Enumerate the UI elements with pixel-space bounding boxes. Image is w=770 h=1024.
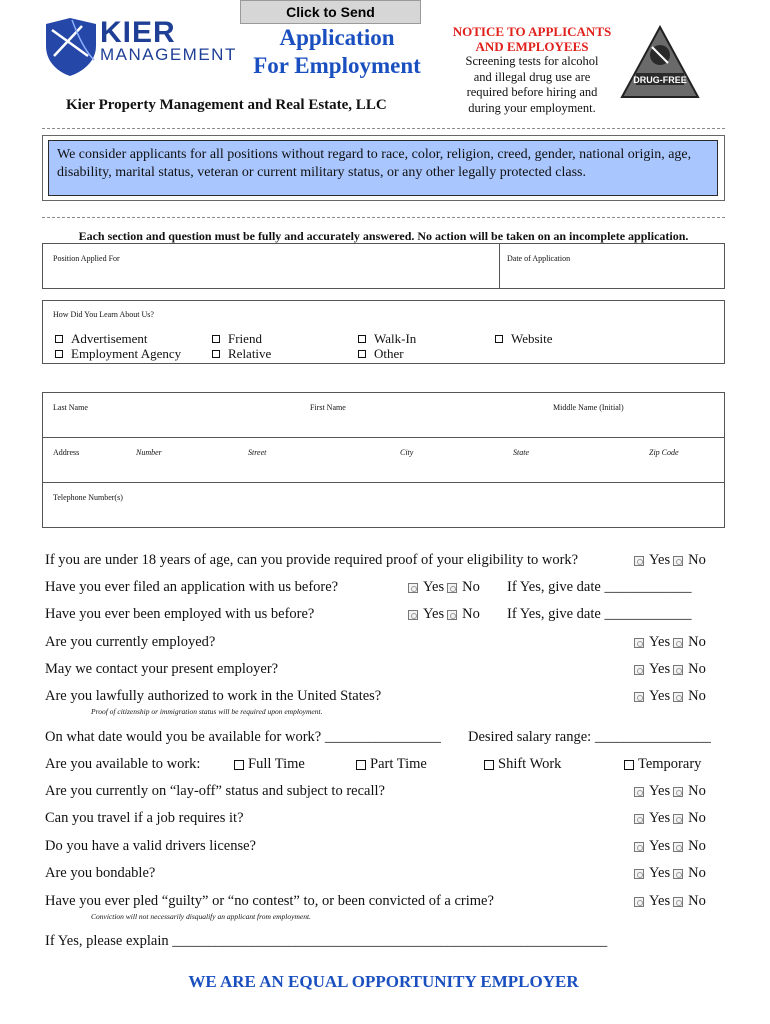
click-to-send-button[interactable]: Click to Send xyxy=(240,0,421,24)
yes-label: Yes xyxy=(423,579,445,595)
radio-box-icon[interactable] xyxy=(673,692,683,702)
radio-box-icon[interactable] xyxy=(634,869,644,879)
first-name-label: First Name xyxy=(310,403,346,412)
position-input[interactable] xyxy=(45,266,497,286)
option-label: Shift Work xyxy=(498,756,562,772)
position-label: Position Applied For xyxy=(53,254,120,263)
radio-box-icon[interactable] xyxy=(634,897,644,907)
explain-field[interactable]: If Yes, please explain ____________________________________________________________ xyxy=(45,933,608,949)
referral-section xyxy=(42,300,725,364)
source-label: Relative xyxy=(228,346,272,361)
answer-bondable[interactable] xyxy=(634,865,706,882)
question-lay-off: Are you currently on “lay-off” status and subject to recall? xyxy=(45,783,385,799)
radio-box-icon[interactable] xyxy=(408,610,418,620)
source-label: Other xyxy=(374,346,404,361)
no-label: No xyxy=(688,893,706,909)
eeo-statement: We consider applicants for all positions without regard to race, color, religion, creed, gender, national origin, age, disability, marital status, veteran or current military status, or any other legally protected class. xyxy=(48,140,718,196)
yes-label: Yes xyxy=(649,838,671,854)
how-learn-label: How Did You Learn About Us? xyxy=(53,310,154,319)
eeo-footer: WE ARE AN EQUAL OPPORTUNITY EMPLOYER xyxy=(188,972,579,991)
page-title xyxy=(232,24,442,80)
option-label: Temporary xyxy=(638,756,702,772)
notice-line: during your employment. xyxy=(468,100,596,115)
name-input[interactable] xyxy=(45,415,722,435)
radio-box-icon[interactable] xyxy=(673,638,683,648)
question-authorized: Are you lawfully authorized to work in the United States? xyxy=(45,688,382,704)
answer-under-18[interactable] xyxy=(634,552,706,569)
no-label: No xyxy=(688,810,706,826)
option-temporary[interactable] xyxy=(624,756,701,773)
checkbox-icon[interactable] xyxy=(484,760,494,770)
question-currently-employed: Are you currently employed? xyxy=(45,634,216,650)
source-walk-in[interactable] xyxy=(358,331,416,346)
radio-box-icon[interactable] xyxy=(673,869,683,879)
logo-text-management: MANAGEMENT xyxy=(100,45,237,64)
source-employment-agency[interactable] xyxy=(55,346,181,361)
checkbox-icon[interactable] xyxy=(55,335,63,343)
no-label: No xyxy=(688,838,706,854)
yes-label: Yes xyxy=(649,893,671,909)
source-label: Employment Agency xyxy=(71,346,182,361)
yes-label: Yes xyxy=(423,606,445,622)
date-of-application-input[interactable] xyxy=(503,266,721,286)
checkbox-icon[interactable] xyxy=(624,760,634,770)
telephone-label: Telephone Number(s) xyxy=(53,493,123,502)
source-label: Website xyxy=(511,331,553,346)
authorized-note: Proof of citizenship or immigration status will be required upon employment. xyxy=(91,707,323,716)
answer-authorized[interactable] xyxy=(634,688,706,705)
yes-label: Yes xyxy=(649,783,671,799)
radio-box-icon[interactable] xyxy=(673,665,683,675)
checkbox-icon[interactable] xyxy=(356,760,366,770)
checkbox-icon[interactable] xyxy=(212,335,220,343)
yes-label: Yes xyxy=(649,661,671,677)
question-under-18: If you are under 18 years of age, can you provide required proof of your eligibility to work? xyxy=(45,552,579,568)
source-label: Friend xyxy=(228,331,262,346)
middle-name-label: Middle Name (Initial) xyxy=(553,403,624,412)
row-divider xyxy=(43,437,724,438)
checkbox-icon[interactable] xyxy=(358,335,366,343)
option-part-time[interactable] xyxy=(356,756,427,773)
address-zip-label: Zip Code xyxy=(649,448,679,457)
desired-salary[interactable]: Desired salary range: ________________ xyxy=(468,729,711,745)
notice-body xyxy=(447,54,617,116)
yes-label: Yes xyxy=(649,810,671,826)
address-street-label: Street xyxy=(248,448,267,457)
contact-section xyxy=(42,392,725,528)
title-line-1: Application xyxy=(279,25,395,50)
answer-currently-employed[interactable] xyxy=(634,634,706,651)
no-label: No xyxy=(688,783,706,799)
logo-text-kier: KIER xyxy=(100,16,176,49)
checkbox-icon[interactable] xyxy=(495,335,503,343)
no-label: No xyxy=(462,579,480,595)
radio-box-icon[interactable] xyxy=(408,583,418,593)
radio-box-icon[interactable] xyxy=(634,787,644,797)
source-other[interactable] xyxy=(358,346,404,361)
notice-line: Screening tests for alcohol xyxy=(465,54,599,68)
option-shift-work[interactable] xyxy=(484,756,561,773)
address-input[interactable] xyxy=(45,460,722,480)
question-available-date: On what date would you be available for work? ________________ xyxy=(45,729,441,745)
radio-box-icon[interactable] xyxy=(634,665,644,675)
option-label: Part Time xyxy=(370,756,427,772)
employed-before-date[interactable]: If Yes, give date ____________ xyxy=(507,606,692,622)
date-of-application-label: Date of Application xyxy=(507,254,571,263)
question-conviction: Have you ever pled “guilty” or “no contest” to, or been convicted of a crime? xyxy=(45,893,494,909)
radio-box-icon[interactable] xyxy=(634,638,644,648)
yes-label: Yes xyxy=(649,865,671,881)
conviction-note: Conviction will not necessarily disqualify an applicant from employment. xyxy=(91,912,311,921)
source-website[interactable] xyxy=(495,331,553,346)
radio-box-icon[interactable] xyxy=(634,692,644,702)
no-label: No xyxy=(462,606,480,622)
answer-employed-before[interactable] xyxy=(408,606,480,623)
notice-heading xyxy=(447,24,617,54)
answer-contact-employer[interactable] xyxy=(634,661,706,678)
option-full-time[interactable] xyxy=(234,756,305,773)
divider xyxy=(42,128,725,129)
divider xyxy=(42,217,725,218)
answer-travel[interactable] xyxy=(634,810,706,827)
radio-box-icon[interactable] xyxy=(634,556,644,566)
no-label: No xyxy=(688,634,706,650)
no-label: No xyxy=(688,688,706,704)
notice-line: required before hiring and xyxy=(466,85,598,99)
drug-free-workplace-icon xyxy=(620,25,700,101)
row-divider xyxy=(43,482,724,483)
source-friend[interactable] xyxy=(212,331,262,346)
option-label: Full Time xyxy=(248,756,305,772)
checkbox-icon[interactable] xyxy=(55,350,63,358)
checkbox-icon[interactable] xyxy=(358,350,366,358)
notice-heading-line-2: AND EMPLOYEES xyxy=(475,39,589,54)
no-label: No xyxy=(688,865,706,881)
yes-label: Yes xyxy=(649,688,671,704)
radio-box-icon[interactable] xyxy=(673,897,683,907)
radio-box-icon[interactable] xyxy=(447,610,457,620)
radio-box-icon[interactable] xyxy=(634,814,644,824)
drug-free-badge-text: DRUG-FREE xyxy=(633,75,687,85)
radio-box-icon[interactable] xyxy=(673,814,683,824)
source-label: Walk-In xyxy=(374,331,417,346)
filed-before-date[interactable]: If Yes, give date ____________ xyxy=(507,579,692,595)
yes-label: Yes xyxy=(649,634,671,650)
company-name: Kier Property Management and Real Estate, LLC xyxy=(66,97,387,113)
source-relative[interactable] xyxy=(212,346,271,361)
answer-lay-off[interactable] xyxy=(634,783,706,800)
checkbox-icon[interactable] xyxy=(234,760,244,770)
radio-box-icon[interactable] xyxy=(447,583,457,593)
question-travel: Can you travel if a job requires it? xyxy=(45,810,244,826)
field-divider xyxy=(499,244,500,288)
address-label: Address xyxy=(53,448,80,457)
answer-conviction[interactable] xyxy=(634,893,706,910)
notice-line: and illegal drug use are xyxy=(473,69,591,84)
question-availability: Are you available to work: xyxy=(45,756,201,772)
instruction-text: Each section and question must be fully and accurately answered. No action will be taken on an incomplete application. xyxy=(78,229,689,243)
yes-label: Yes xyxy=(649,552,671,568)
notice-heading-line-1: NOTICE TO APPLICANTS xyxy=(452,24,612,39)
address-number-label: Number xyxy=(136,448,162,457)
question-employed-before: Have you ever been employed with us before? xyxy=(45,606,315,622)
address-city-label: City xyxy=(400,448,414,457)
address-state-label: State xyxy=(513,448,529,457)
last-name-label: Last Name xyxy=(53,403,88,412)
question-filed-before: Have you ever filed an application with us before? xyxy=(45,579,339,595)
answer-drivers-license[interactable] xyxy=(634,838,706,855)
question-drivers-license: Do you have a valid drivers license? xyxy=(45,838,256,854)
question-contact-employer: May we contact your present employer? xyxy=(45,661,279,677)
radio-box-icon[interactable] xyxy=(673,787,683,797)
radio-box-icon[interactable] xyxy=(673,842,683,852)
no-label: No xyxy=(688,552,706,568)
source-advertisement[interactable] xyxy=(55,331,148,346)
source-label: Advertisement xyxy=(71,331,148,346)
position-section xyxy=(42,243,725,289)
answer-filed-before[interactable] xyxy=(408,579,480,596)
title-line-2: For Employment xyxy=(253,53,421,78)
no-label: No xyxy=(688,661,706,677)
radio-box-icon[interactable] xyxy=(673,556,683,566)
checkbox-icon[interactable] xyxy=(212,350,220,358)
question-bondable: Are you bondable? xyxy=(45,865,156,881)
telephone-input[interactable] xyxy=(45,505,722,525)
radio-box-icon[interactable] xyxy=(634,842,644,852)
